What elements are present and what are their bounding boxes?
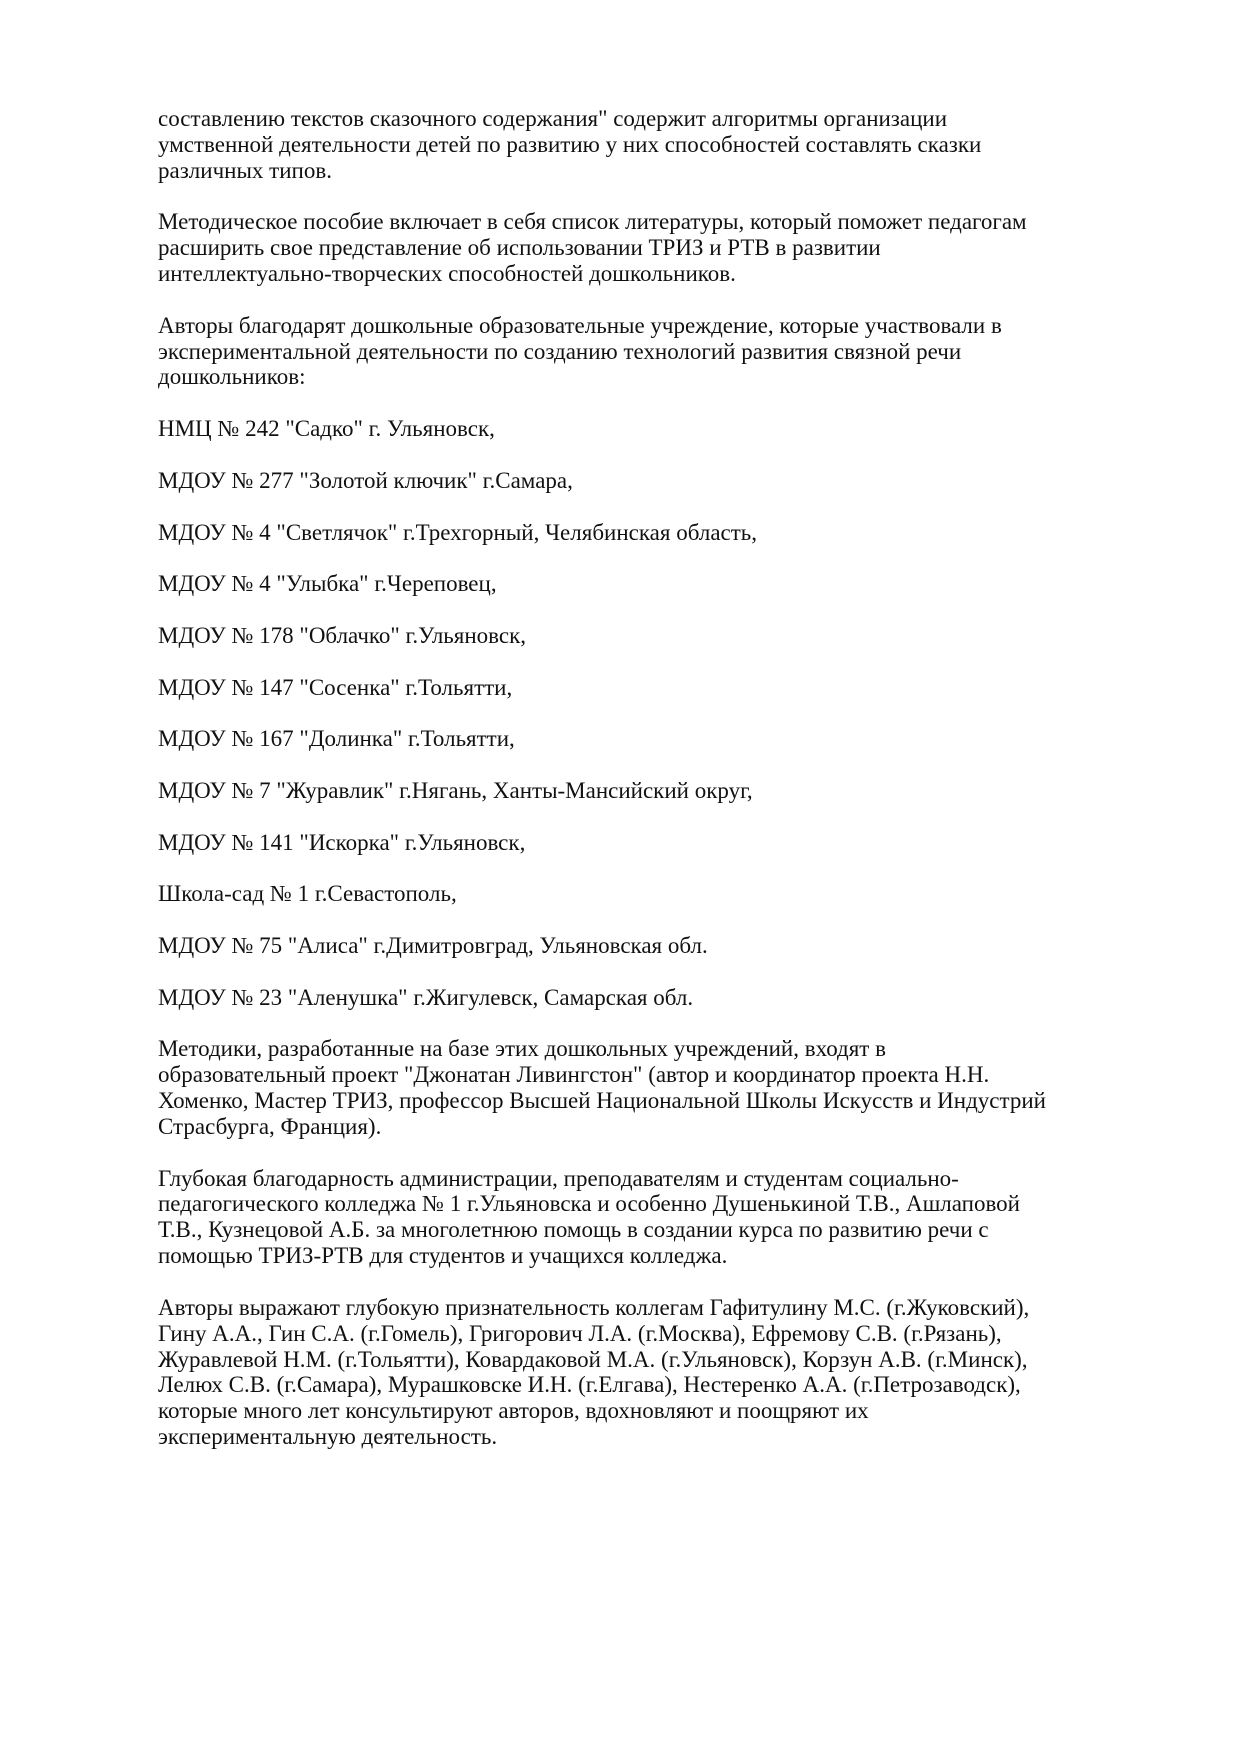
text-line: МДОУ № 23 "Аленушка" г.Жигулевск, Самарская обл. [158, 984, 694, 1010]
paragraph [158, 623, 1058, 649]
paragraph [158, 726, 1058, 752]
text-line: Глубокая благодарность администрации, преподавателям и студентам социально- [158, 1165, 959, 1191]
text-line: интеллектуально-творческих способностей дошкольников. [158, 261, 736, 287]
text-line: дошкольников: [158, 364, 306, 390]
text-line: МДОУ № 277 "Золотой ключик" г.Самара, [158, 467, 573, 493]
text-line: умственной деятельности детей по развитию у них способностей составлять сказки [158, 131, 982, 157]
paragraph [158, 830, 1058, 856]
paragraph [158, 1166, 1058, 1269]
paragraph [158, 209, 1058, 287]
text-line: МДОУ № 147 "Сосенка" г.Тольятти, [158, 674, 513, 700]
text-line: Т.В., Кузнецовой А.Б. за многолетнюю помощь в создании курса по развитию речи с [158, 1217, 989, 1243]
text-line: составлению текстов сказочного содержания" содержит алгоритмы организации [158, 106, 948, 131]
text-line: МДОУ № 4 "Светлячок" г.Трехгорный, Челябинская область, [158, 519, 758, 545]
text-line: Авторы благодарят дошкольные образовательные учреждение, которые участвовали в [158, 312, 1002, 338]
text-line: Авторы выражают глубокую признательность коллегам Гафитулину М.С. (г.Жуковский), [158, 1294, 1030, 1320]
text-line: Хоменко, Мастер ТРИЗ, профессор Высшей Национальной Школы Искусств и Индустрий [158, 1088, 1046, 1114]
text-line: Методическое пособие включает в себя список литературы, который поможет педагогам [158, 209, 1027, 235]
text-line: МДОУ № 4 "Улыбка" г.Череповец, [158, 571, 497, 597]
text-line: образовательный проект "Джонатан Ливингстон" (автор и координатор проекта Н.Н. [158, 1062, 990, 1088]
paragraph [158, 675, 1058, 701]
text-line: Лелюх С.В. (г.Самара), Мурашковске И.Н. (г.Елгава), Нестеренко А.А. (г.Петрозаводск), [158, 1372, 1021, 1398]
text-line: экспериментальной деятельности по созданию технологий развития связной речи [158, 338, 962, 364]
paragraph [158, 571, 1058, 597]
paragraph [158, 985, 1058, 1011]
text-line: Страсбурга, Франция). [158, 1113, 382, 1139]
text-line: которые много лет консультируют авторов, вдохновляют и поощряют их [158, 1398, 869, 1424]
paragraph [158, 468, 1058, 494]
text-line: МДОУ № 75 "Алиса" г.Димитровград, Ульяновская обл. [158, 933, 708, 958]
paragraph [158, 881, 1058, 907]
text-line: Журавлевой Н.М. (г.Тольятти), Ковардаковой М.А. (г.Ульяновск), Корзун А.В. (г.Минск), [158, 1346, 1028, 1372]
text-line: МДОУ № 167 "Долинка" г.Тольятти, [158, 726, 515, 752]
text-line: Школа-сад № 1 г.Севастополь, [158, 881, 457, 907]
paragraph [158, 106, 1058, 184]
paragraph [158, 933, 1058, 959]
text-line: педагогического колледжа № 1 г.Ульяновска и особенно Душенькиной Т.В., Ашлаповой [158, 1191, 1020, 1217]
paragraph [158, 520, 1058, 546]
document-page [158, 106, 1058, 1476]
text-line: МДОУ № 7 "Журавлик" г.Нягань, Ханты-Мансийский округ, [158, 777, 753, 803]
paragraph [158, 416, 1058, 442]
text-line: Гину А.А., Гин С.А. (г.Гомель), Григорович Л.А. (г.Москва), Ефремову С.В. (г.Рязань), [158, 1320, 1002, 1346]
paragraph [158, 1036, 1058, 1139]
text-line: Методики, разработанные на базе этих дошкольных учреждений, входят в [158, 1036, 886, 1062]
paragraph [158, 313, 1058, 391]
paragraph [158, 778, 1058, 804]
text-line: МДОУ № 178 "Облачко" г.Ульяновск, [158, 622, 527, 648]
paragraph [158, 1295, 1058, 1450]
text-line: МДОУ № 141 "Искорка" г.Ульяновск, [158, 829, 526, 855]
text-line: помощью ТРИЗ-РТВ для студентов и учащихся колледжа. [158, 1243, 728, 1269]
text-line: НМЦ № 242 "Садко" г. Ульяновск, [158, 416, 495, 442]
text-line: экспериментальную деятельность. [158, 1424, 498, 1450]
text-line: расширить свое представление об использовании ТРИЗ и РТВ в развитии [158, 235, 881, 261]
text-line: различных типов. [158, 157, 332, 183]
